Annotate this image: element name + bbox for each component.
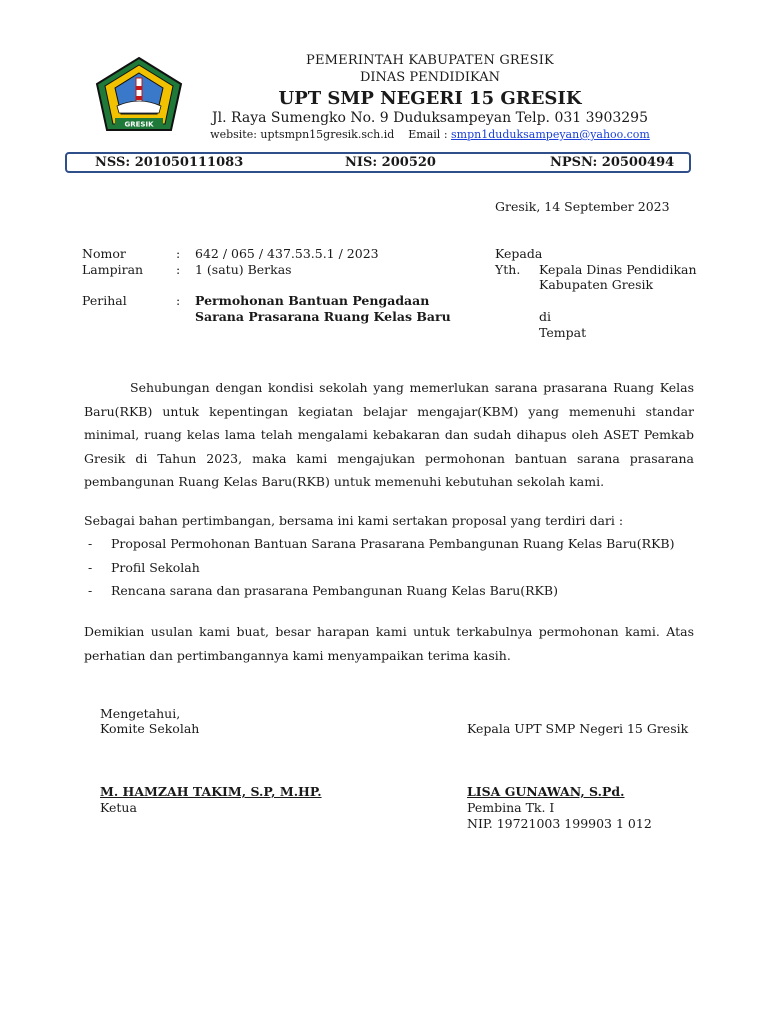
principal-name: LISA GUNAWAN, S.Pd. (467, 784, 625, 799)
yth-label: Yth. (495, 262, 521, 277)
list-item: Rencana sarana dan prasarana Pembangunan Ruang Kelas Baru(RKB) (111, 583, 558, 598)
letter-date: Gresik, 14 September 2023 (495, 199, 670, 214)
di-label: di (539, 309, 551, 324)
nis-number: NIS: 200520 (345, 155, 436, 170)
closing-paragraph: Demikian usulan kami buat, besar harapan kami untuk terkabulnya permohonan kami. Atas perhatian dan pertimbangannya kami menyampaikan terima kasih. (84, 624, 694, 663)
committee-label: Komite Sekolah (100, 721, 200, 736)
npsn-number: NPSN: 20500494 (550, 155, 675, 170)
colon: : (176, 246, 181, 261)
colon: : (176, 262, 181, 277)
crest-text: GRESIK (124, 120, 154, 129)
committee-chair-role: Ketua (100, 800, 137, 815)
committee-chair-name: M. HAMZAH TAKIM, S.P, M.HP. (100, 784, 322, 799)
kepada-label: Kepada (495, 246, 543, 261)
gresik-regency-crest-icon (93, 56, 185, 136)
nss-number: NSS: 201050111083 (95, 155, 244, 170)
list-bullet: - (88, 560, 93, 575)
perihal-line-1: Permohonan Bantuan Pengadaan (195, 293, 430, 308)
perihal-label: Perihal (82, 293, 127, 308)
list-item: Proposal Permohonan Bantuan Sarana Prasarana Pembangunan Ruang Kelas Baru(RKB) (111, 536, 675, 551)
list-intro: Sebagai bahan pertimbangan, bersama ini kami sertakan proposal yang terdiri dari : (84, 513, 624, 528)
lampiran-label: Lampiran (82, 262, 144, 277)
list-bullet: - (88, 536, 93, 551)
principal-title: Kepala UPT SMP Negeri 15 Gresik (467, 721, 689, 736)
body-paragraph-text: Sehubungan dengan kondisi sekolah yang memerlukan sarana prasarana Ruang Kelas Baru(RKB) untuk kepentingan kegiatan belajar mengajar(KBM) yang memenuhi standar minimal, ruang kelas lama telah mengalami kebakaran dan sudah dihapus oleh ASET Pemkab Gresik di Tahun 2023, maka kami mengajukan permohonan bantuan sarana prasarana pembangunan Ruang Kelas Baru(RKB) untuk memenuhi kebutuhan sekolah kami. (84, 380, 694, 489)
recipient-line-1: Kepala Dinas Pendidikan (539, 262, 697, 277)
email-link[interactable]: smpn1duduksampeyan@yahoo.com (451, 128, 650, 141)
school-id-box (65, 152, 691, 173)
tempat-label: Tempat (539, 325, 587, 340)
principal-rank: Pembina Tk. I (467, 800, 555, 815)
nomor-label: Nomor (82, 246, 126, 261)
website: website: uptsmpn15gresik.sch.id (210, 128, 395, 141)
list-bullet: - (88, 583, 93, 598)
lampiran-value: 1 (satu) Berkas (195, 262, 292, 277)
department-name: DINAS PENDIDIKAN (359, 70, 501, 85)
school-name: UPT SMP NEGERI 15 GRESIK (278, 88, 582, 109)
recipient-line-2: Kabupaten Gresik (539, 277, 654, 292)
government-name: PEMERINTAH KABUPATEN GRESIK (306, 53, 554, 68)
nomor-value: 642 / 065 / 437.53.5.1 / 2023 (195, 246, 379, 261)
contact-line (180, 128, 680, 141)
school-address: Jl. Raya Sumengko No. 9 Duduksampeyan Telp. 031 3903295 (212, 110, 648, 126)
body-paragraph (84, 376, 694, 494)
principal-nip: NIP. 19721003 199903 1 012 (467, 816, 652, 831)
email-label: Email : (408, 128, 448, 141)
acknowledged-label: Mengetahui, (100, 706, 181, 721)
perihal-line-2: Sarana Prasarana Ruang Kelas Baru (195, 309, 451, 324)
list-item: Profil Sekolah (111, 560, 200, 575)
colon: : (176, 293, 181, 308)
